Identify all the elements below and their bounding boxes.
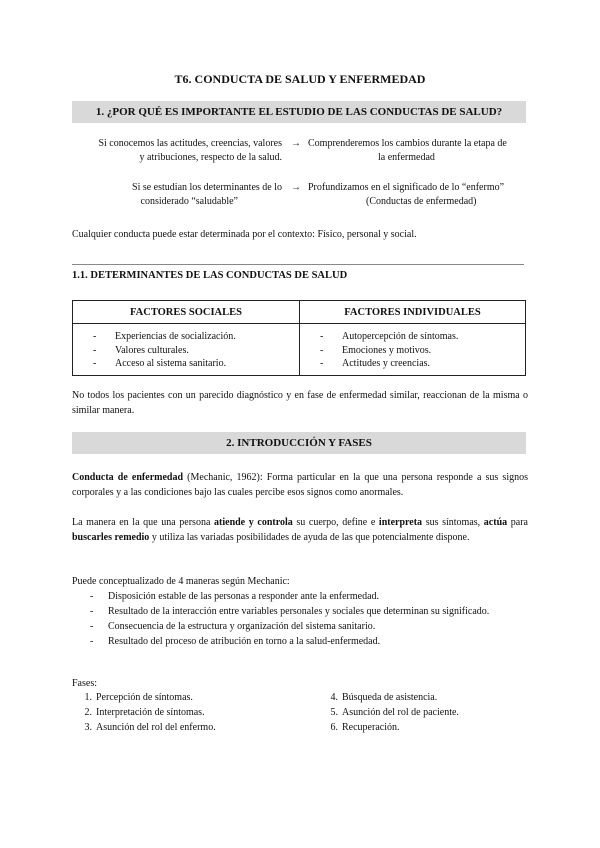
divider — [72, 264, 524, 265]
list-item: - Experiencias de socialización. — [93, 331, 236, 342]
phases-label: Fases: — [72, 678, 97, 689]
row2-right: Profundizamos en el significado de lo “enfermo” (Conductas de enfermedad) — [308, 182, 505, 207]
row1-right: Comprenderemos los cambios durante la etapa de la enfermedad — [308, 138, 507, 163]
phase-item: 6. Recuperación. — [330, 722, 400, 733]
mechanic-ways-list — [72, 589, 528, 649]
phases-list — [72, 690, 528, 736]
section1-heading: 1. ¿POR QUÉ ES IMPORTANTE EL ESTUDIO DE LAS CONDUCTAS DE SALUD? — [72, 101, 526, 123]
row2-left: Si se estudian los determinantes de lo considerado “saludable” — [132, 182, 282, 207]
list-item: - Emociones y motivos. — [320, 344, 432, 356]
list-item: - Autopercepción de síntomas. — [320, 331, 459, 342]
header-social-factors: FACTORES SOCIALES — [73, 301, 300, 324]
document-title: T6. CONDUCTA DE SALUD Y ENFERMEDAD — [174, 72, 426, 86]
comparison-row-2 — [72, 181, 526, 211]
phase-item: 1. Percepción de síntomas. — [84, 692, 193, 703]
list-item: - Resultado del proceso de atribución en torno a la salud-enfermedad. — [90, 636, 381, 647]
factors-table — [72, 300, 526, 376]
list-item: - Disposición estable de las personas a responder ante la enfermedad. — [90, 591, 380, 602]
definition-paragraph: Conducta de enfermedad (Mechanic, 1962): Forma particular en la que una persona responde a sus signos corporales y a las condiciones bajo las cuales percibe esos signos como anormales. — [72, 472, 528, 498]
list-item: - Acceso al sistema sanitario. — [93, 358, 227, 369]
phase-item: 2. Interpretación de síntomas. — [84, 707, 205, 718]
phase-item: 5. Asunción del rol de paciente. — [330, 707, 459, 718]
arrow-right-icon: → — [291, 182, 301, 193]
list-item: - Resultado de la interacción entre variables personales y sociales que determinan su significado. — [90, 606, 490, 617]
phase-item: 4. Búsqueda de asistencia. — [330, 692, 438, 703]
list-item: - Actitudes y creencias. — [320, 358, 431, 369]
patients-note: No todos los pacientes con un parecido diagnóstico y en fase de enfermedad similar, reaccionan de la misma o similar manera. — [72, 390, 528, 416]
mechanic-intro: Puede conceptualizado de 4 maneras según Mechanic: — [72, 576, 290, 587]
list-item: - Consecuencia de la estructura y organización del sistema sanitario. — [90, 621, 376, 632]
section2-heading: 2. INTRODUCCIÓN Y FASES — [72, 432, 526, 454]
context-note: Cualquier conducta puede estar determinada por el contexto: Físico, personal y social. — [72, 229, 417, 240]
definition-term: Conducta de enfermedad — [72, 472, 184, 483]
social-factors-cell — [73, 324, 300, 376]
individual-factors-cell — [300, 324, 526, 376]
section11-heading: 1.1. DETERMINANTES DE LAS CONDUCTAS DE SALUD — [72, 270, 348, 281]
list-item: - Valores culturales. — [93, 344, 189, 356]
phase-item: 3. Asunción del rol del enfermo. — [84, 722, 216, 733]
row1-left: Si conocemos las actitudes, creencias, valores y atribuciones, respecto de la salud. — [98, 138, 282, 163]
header-individual-factors: FACTORES INDIVIDUALES — [300, 301, 526, 324]
arrow-right-icon: → — [291, 138, 301, 149]
manner-paragraph: La manera en la que una persona atiende y controla su cuerpo, define e interpreta sus síntomas, actúa para buscarles remedio y utiliza las variadas posibilidades de ayuda de las que potencialmente dispone. — [72, 517, 528, 543]
comparison-row-1 — [72, 137, 526, 167]
